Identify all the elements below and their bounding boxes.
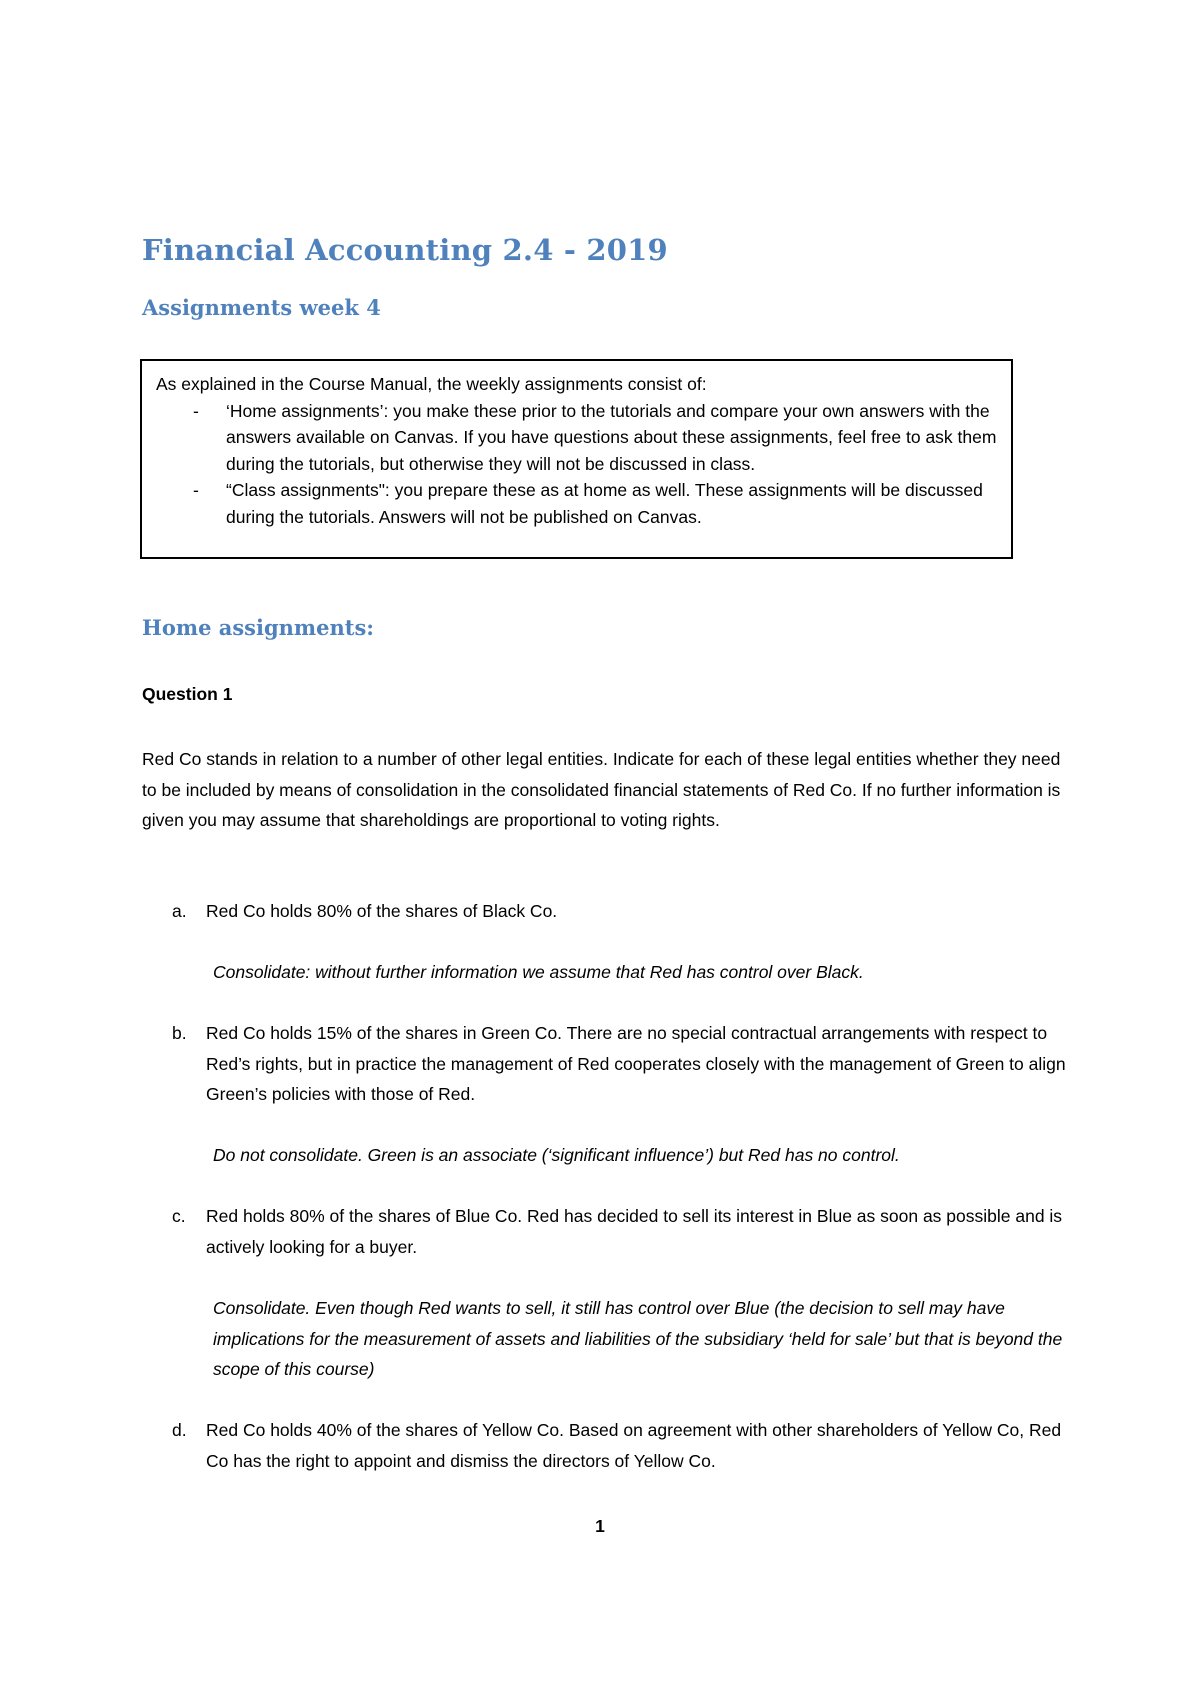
document-title: Financial Accounting 2.4 - 2019 [142,233,668,267]
question-item-c [142,1201,1067,1262]
item-text: Red Co holds 80% of the shares of Black Co. [206,901,558,921]
item-letter: b. [172,1023,187,1043]
dash-bullet: - [193,480,199,500]
item-text: Red Co holds 40% of the shares of Yellow Co. Based on agreement with other shareholders of Yellow Co, Red Co has the right to appoint and dismiss the directors of Yellow Co. [206,1420,1062,1471]
item-letter: a. [172,901,187,921]
question-body: Red Co stands in relation to a number of other legal entities. Indicate for each of these legal entities whether they need to be included by means of consolidation in the consolidated financial statements of Red Co. If no further information is given you may assume that shareholdings are proportional to voting rights. [142,749,1061,830]
item-letter: d. [172,1420,187,1440]
info-box-list [156,398,997,531]
info-box-item-text: “Class assignments": you prepare these as at home as well. These assignments will be discussed during the tutorials. Answers will not be published on Canvas. [226,480,983,527]
item-text: Red Co holds 15% of the shares in Green Co. There are no special contractual arrangements with respect to Red’s rights, but in practice the management of Red cooperates closely with the management of Green to align Green’s policies with those of Red. [206,1023,1066,1104]
info-box-intro: As explained in the Course Manual, the weekly assignments consist of: [156,374,707,394]
question-item-a [142,896,1067,927]
item-letter: c. [172,1206,186,1226]
document-subtitle: Assignments week 4 [142,295,381,320]
info-box [140,359,1013,559]
question-item-b [142,1018,1067,1110]
item-answer-c: Consolidate. Even though Red wants to sell, it still has control over Blue (the decision to sell may have implications for the measurement of assets and liabilities of the subsidiary ‘held for sale’ but that is beyond the scope of this course) [213,1298,1063,1379]
question-heading: Question 1 [142,684,233,704]
item-text: Red holds 80% of the shares of Blue Co. Red has decided to sell its interest in Blue as soon as possible and is actively looking for a buyer. [206,1206,1063,1257]
info-box-item [156,477,997,530]
info-box-item [156,398,997,478]
item-answer-b: Do not consolidate. Green is an associate (‘significant influence’) but Red has no control. [213,1145,900,1165]
dash-bullet: - [193,400,199,421]
item-answer-a: Consolidate: without further information we assume that Red has control over Black. [213,962,864,982]
page-number: 1 [595,1516,605,1536]
section-heading: Home assignments: [142,615,375,640]
info-box-item-text: ‘Home assignments’: you make these prior to the tutorials and compare your own answers with the answers available on Canvas. If you have questions about these assignments, feel free to ask them during the tutorials, but otherwise they will not be discussed in class. [226,400,997,474]
question-item-d [142,1415,1067,1476]
